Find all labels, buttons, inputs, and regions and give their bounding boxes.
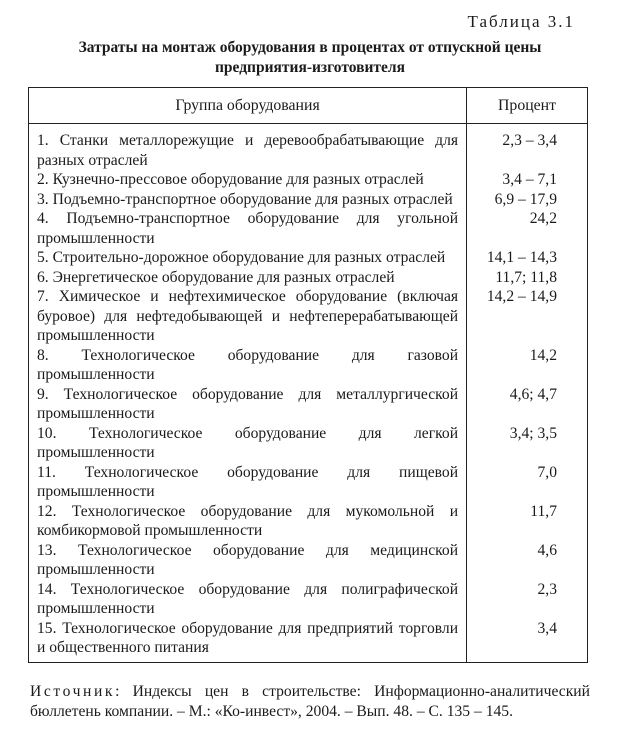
- column-header-group: Группа оборудования: [29, 88, 467, 124]
- row-name: 1. Станки металлорежущие и деревообрабатывающие для разных отраслей: [29, 124, 467, 171]
- row-percent: 3,4; 3,5: [467, 424, 588, 463]
- source-label: Источник: [30, 683, 116, 700]
- row-percent: 3,4 – 7,1: [467, 170, 588, 190]
- row-percent: 4,6: [467, 541, 588, 580]
- row-name: 9. Технологическое оборудование для металлургической промышленности: [29, 385, 467, 424]
- table-row: [29, 209, 588, 248]
- table-number: Таблица 3.1: [467, 12, 575, 31]
- row-percent: 11,7: [467, 502, 588, 541]
- table-row: [29, 268, 588, 288]
- row-name: 12. Технологическое оборудование для мукомольной и комбикормовой промышленности: [29, 502, 467, 541]
- row-name: 3. Подъемно-транспортное оборудование для разных отраслей: [29, 190, 467, 210]
- row-name: 10. Технологическое оборудование для легкой промышленности: [29, 424, 467, 463]
- row-name: 7. Химическое и нефтехимическое оборудование (включая буровое) для нефтедобывающей и нефтеперерабатывающей промышленности: [29, 287, 467, 346]
- table-row: [29, 619, 588, 663]
- row-percent: 2,3: [467, 580, 588, 619]
- table-row: [29, 287, 588, 346]
- row-name: 2. Кузнечно-прессовое оборудование для разных отраслей: [29, 170, 467, 190]
- row-percent: 14,2: [467, 346, 588, 385]
- table-row: [29, 346, 588, 385]
- table-row: [29, 580, 588, 619]
- table-row: [29, 541, 588, 580]
- table-row: [29, 424, 588, 463]
- caption-line-2: предприятия-изготовителя: [214, 59, 406, 76]
- table-caption: [30, 38, 590, 78]
- row-percent: 14,2 – 14,9: [467, 287, 588, 346]
- row-name: 8. Технологическое оборудование для газовой промышленности: [29, 346, 467, 385]
- table-row: [29, 463, 588, 502]
- table-row: [29, 248, 588, 268]
- cost-table: [28, 87, 588, 663]
- caption-line-1: Затраты на монтаж оборудования в процентах от отпускной цены: [78, 39, 542, 56]
- row-name: 15. Технологическое оборудование для предприятий торговли и общественного питания: [29, 619, 467, 663]
- table-header-row: [29, 88, 588, 124]
- source-text: : Индексы цен в строительстве: Информационно-аналитический бюллетень компании. – М.: «Ко-инвест», 2004. – Вып. 48. – С. 135 – 145.: [30, 683, 590, 720]
- table-row: [29, 124, 588, 171]
- row-percent: 4,6; 4,7: [467, 385, 588, 424]
- source-note: [30, 682, 590, 722]
- row-percent: 3,4: [467, 619, 588, 663]
- row-name: 6. Энергетическое оборудование для разных отраслей: [29, 268, 467, 288]
- table-row: [29, 502, 588, 541]
- table-row: [29, 170, 588, 190]
- row-percent: 14,1 – 14,3: [467, 248, 588, 268]
- row-name: 14. Технологическое оборудование для полиграфической промышленности: [29, 580, 467, 619]
- table-row: [29, 385, 588, 424]
- row-name: 5. Строительно-дорожное оборудование для разных отраслей: [29, 248, 467, 268]
- row-name: 11. Технологическое оборудование для пищевой промышленности: [29, 463, 467, 502]
- row-percent: 6,9 – 17,9: [467, 190, 588, 210]
- row-percent: 7,0: [467, 463, 588, 502]
- table-row: [29, 190, 588, 210]
- row-percent: 24,2: [467, 209, 588, 248]
- row-percent: 11,7; 11,8: [467, 268, 588, 288]
- row-percent: 2,3 – 3,4: [467, 124, 588, 171]
- column-header-percent: Процент: [467, 88, 588, 124]
- row-name: 4. Подъемно-транспортное оборудование для угольной промышленности: [29, 209, 467, 248]
- row-name: 13. Технологическое оборудование для медицинской промышленности: [29, 541, 467, 580]
